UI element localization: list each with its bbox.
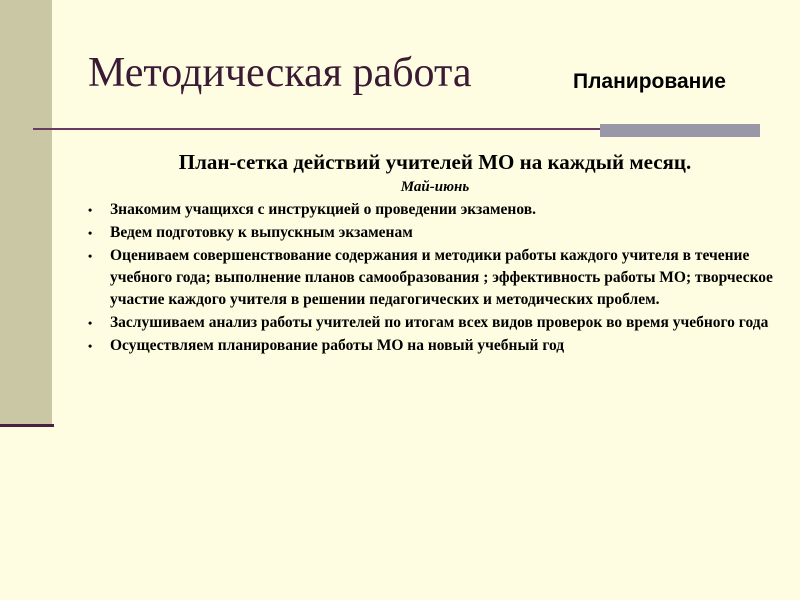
list-item-text: Заслушиваем анализ работы учителей по итогам всех видов проверок во время учебного года <box>110 314 769 332</box>
slide-content <box>80 150 780 358</box>
bullet-icon: • <box>88 339 93 354</box>
list-item <box>80 199 780 221</box>
section-label: Планирование <box>573 70 726 93</box>
bullet-icon: • <box>88 226 93 241</box>
slide-title: Методическая работа <box>88 50 472 96</box>
list-item <box>80 335 780 357</box>
divider-accent-block <box>600 124 760 137</box>
bullet-icon: • <box>88 203 93 218</box>
plan-subtitle: План-сетка действий учителей МО на каждый месяц. <box>178 150 692 174</box>
period-label: Май-июнь <box>400 179 470 196</box>
list-item <box>80 222 780 244</box>
side-band <box>0 0 52 425</box>
list-item-text: Оцениваем совершенствование содержания и методики работы каждого учителя в течение учебного года; выполнение планов самообразования ; эффективность работы МО; творческое участие каждого учителя в решении педагогических и методических проблем. <box>110 247 773 309</box>
side-band-bottom-line <box>0 424 54 427</box>
list-item-text: Знакомим учащихся с инструкцией о проведении экзаменов. <box>110 201 536 219</box>
list-item-text: Ведем подготовку к выпускным экзаменам <box>110 224 413 242</box>
list-item <box>80 245 780 311</box>
action-list <box>80 199 780 357</box>
bullet-icon: • <box>88 316 93 331</box>
list-item <box>80 312 780 334</box>
list-item-text: Осуществляем планирование работы МО на новый учебный год <box>110 337 565 355</box>
bullet-icon: • <box>88 249 93 264</box>
